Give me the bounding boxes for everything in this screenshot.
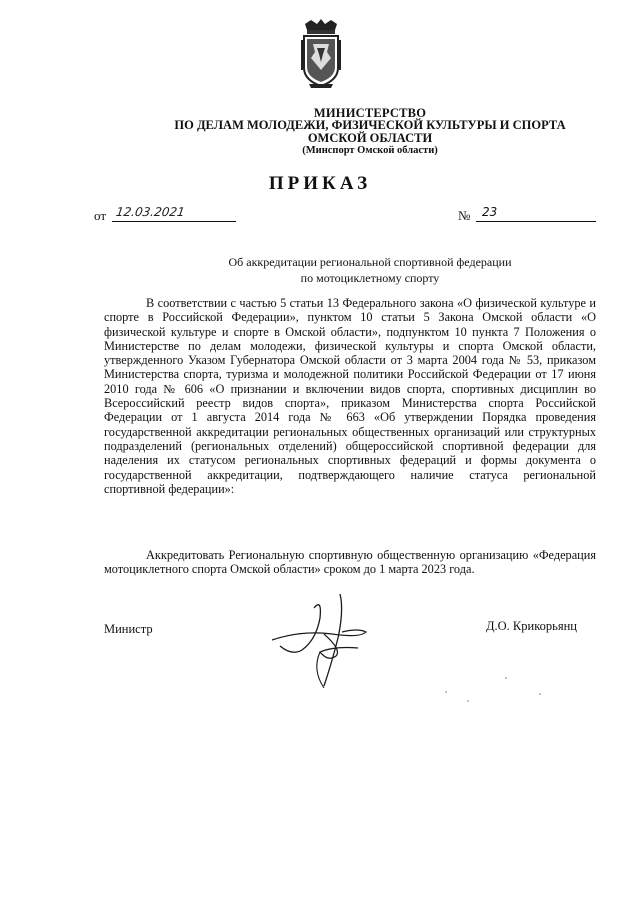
document-subject [150, 254, 590, 286]
coat-of-arms-emblem [297, 18, 345, 90]
number-label: № [458, 208, 471, 223]
resolution-paragraph: Аккредитовать Региональную спортивную общественную организацию «Федерация мотоциклетного спорта Омской области» сроком до 1 марта 2023 года. [104, 548, 596, 577]
date-label: от [94, 208, 107, 223]
date-value: 12.03.2021 [115, 205, 186, 219]
ministry-department: ПО ДЕЛАМ МОЛОДЕЖИ, ФИЗИЧЕСКОЙ КУЛЬТУРЫ И СПОРТА [174, 118, 566, 132]
ministry-region: ОМСКОЙ ОБЛАСТИ [307, 131, 433, 145]
number-field [476, 205, 596, 222]
number-row [458, 205, 498, 224]
subject-line-1: Об аккредитации региональной спортивной федерации [228, 255, 512, 269]
subject-line-2: по мотоциклетному спорту [300, 271, 440, 285]
signatory-role: Министр [104, 622, 153, 636]
ministry-short-name: (Минспорт Омской области) [302, 145, 438, 156]
preamble-paragraph: В соответствии с частью 5 статьи 13 Федерального закона «О физической культуре и спорте в Российской Федерации», пунктом 10 статьи 5 Закона Омской области «О физической культуре и спорте в Омской области», подпунктом 10 пункта 7 Положения о Министерстве по делам молодежи, физической культуры и спорта Омской области, утвержденного Указом Губернатора Омской области от 3 марта 2004 года № 53, приказом Министерства спорта, туризма и молодежной политики Российской Федерации от 17 июня 2010 года № 606 «О признании и включении видов спорта, спортивных дисциплин во Всероссийский реестр видов спорта», приказом Министерства спорта Российской Федерации от 1 августа 2014 года № 663 «Об утверждении Порядка проведения государственной аккредитации региональных общественных организаций или структурных подразделений (региональных отделений) общероссийской спортивной федерации для наделения их статусом региональных спортивных федераций и формы документа о государственной аккредитации, подтверждающего наличие статуса региональной спортивной федерации»: [104, 296, 596, 496]
date-row [94, 205, 186, 224]
document-type-title: ПРИКАЗ [268, 173, 372, 194]
scan-artifact-dots [440, 676, 560, 706]
date-field [112, 205, 236, 222]
signatory-name: Д.О. Крикорьянц [486, 619, 577, 633]
number-value: 23 [482, 205, 498, 219]
ministry-title: МИНИСТЕРСТВО [313, 106, 427, 120]
handwritten-signature [262, 590, 372, 700]
